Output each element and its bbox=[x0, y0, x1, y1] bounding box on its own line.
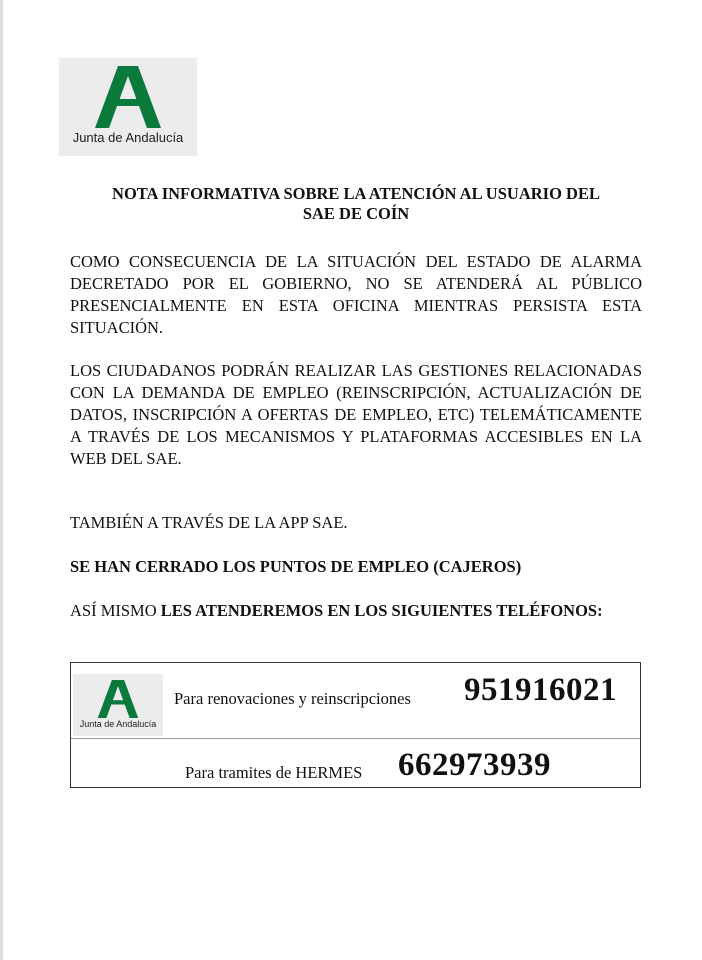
notice-paragraph-3: TAMBIÉN A TRAVÉS DE LA APP SAE. bbox=[70, 513, 348, 532]
renewals-label: Para renovaciones y reinscripciones bbox=[174, 689, 411, 708]
junta-logo bbox=[59, 58, 197, 156]
notice-paragraph-2: LOS CIUDADANOS PODRÁN REALIZAR LAS GESTIONES RELACIONADAS CON LA DEMANDA DE EMPLEO (REINSCRIPCIÓN, ACTUALIZACIÓN DE DATOS, INSCRIPCIÓN A OFERTAS DE EMPLEO, ETC) TELEMÁTICAMENTE A TRAVÉS DE LOS MECANISMOS Y PLATAFORMAS ACCESIBLES EN LA WEB DEL SAE. bbox=[70, 361, 642, 468]
page-left-edge bbox=[0, 0, 3, 960]
hermes-label: Para tramites de HERMES bbox=[185, 763, 363, 782]
notice-paragraph-5 bbox=[70, 600, 642, 622]
junta-a-small-icon bbox=[97, 680, 139, 718]
phone-divider bbox=[71, 738, 640, 739]
junta-logo-text: Junta de Andalucía bbox=[72, 130, 184, 145]
paragraph-5-emphasis: LES ATENDEREMOS EN LOS SIGUIENTES TELÉFONOS: bbox=[160, 601, 603, 620]
notice-title bbox=[70, 184, 642, 224]
hermes-phone-number[interactable]: 662973939 bbox=[398, 747, 551, 783]
junta-a-icon bbox=[95, 66, 161, 128]
junta-logo-small-text: Junta de Andalucía bbox=[79, 719, 157, 729]
phone-contact-box bbox=[70, 662, 641, 788]
notice-title-line-2: SAE DE COÍN bbox=[302, 204, 410, 223]
notice-paragraph-1: COMO CONSECUENCIA DE LA SITUACIÓN DEL ESTADO DE ALARMA DECRETADO POR EL GOBIERNO, NO SE ATENDERÁ AL PÚBLICO PRESENCIALMENTE EN ESTA OFICINA MIENTRAS PERSISTA ESTA SITUACIÓN. bbox=[70, 252, 642, 337]
junta-logo-small bbox=[73, 674, 163, 736]
paragraph-5-intro: ASÍ MISMO bbox=[70, 601, 161, 620]
notice-paragraph-4: SE HAN CERRADO LOS PUNTOS DE EMPLEO (CAJEROS) bbox=[70, 557, 522, 576]
notice-title-line-1: NOTA INFORMATIVA SOBRE LA ATENCIÓN AL USUARIO DEL bbox=[112, 184, 600, 203]
renewals-phone-number[interactable]: 951916021 bbox=[464, 672, 617, 708]
